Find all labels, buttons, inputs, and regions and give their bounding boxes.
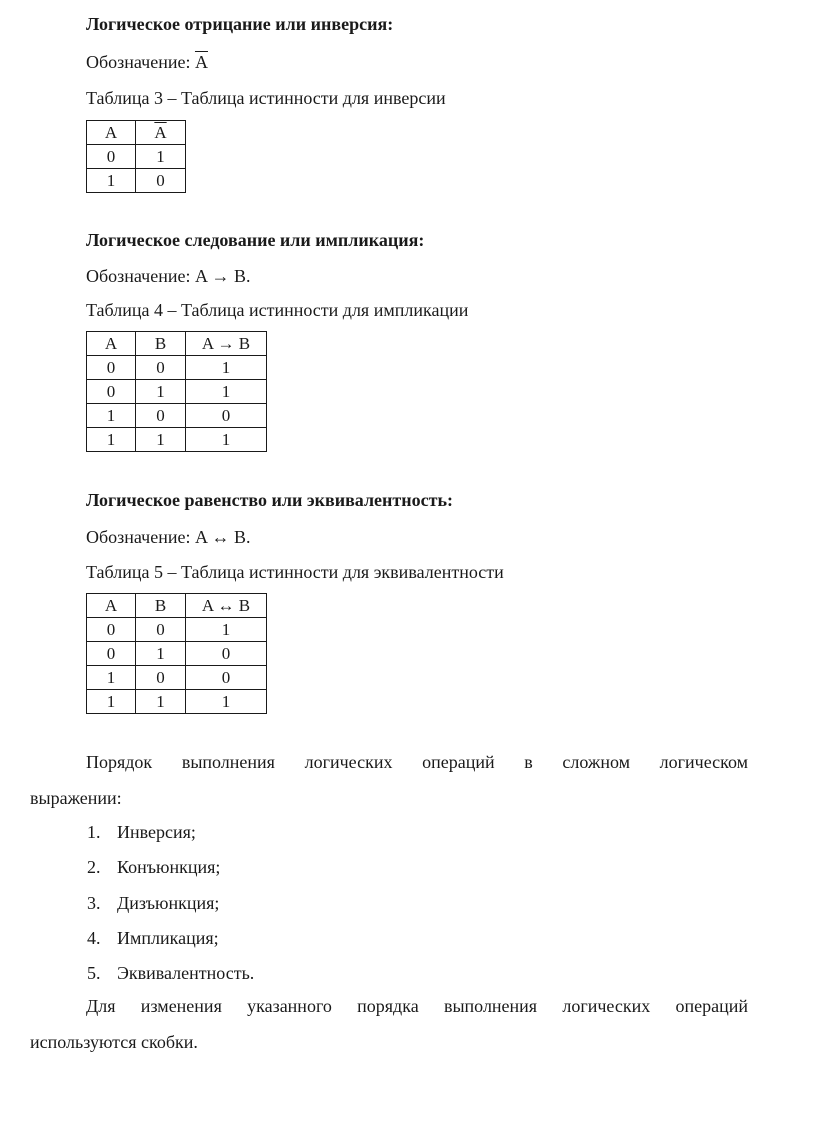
heading-equivalence: Логическое равенство или эквивалентность: <box>86 490 453 510</box>
list-item-number: 4. <box>87 928 101 948</box>
table-cell: 0 <box>136 618 186 642</box>
list-item-number: 3. <box>87 893 101 913</box>
header-cell: A <box>87 121 136 145</box>
table-cell: 0 <box>87 618 136 642</box>
table-cell: 1 <box>136 145 186 169</box>
table-cell: 1 <box>87 404 136 428</box>
table-row <box>87 169 186 193</box>
header-cell: B <box>136 594 186 618</box>
table-row <box>87 642 267 666</box>
notation-symbol: $\overline{A}$ <box>194 52 208 72</box>
table-cell: 1 <box>136 428 186 452</box>
table-cell: 0 <box>87 145 136 169</box>
list-item-number: 2. <box>87 857 101 877</box>
table-header-row <box>87 121 186 145</box>
table-row <box>87 356 267 380</box>
table-cell: 0 <box>136 666 186 690</box>
notation-label: Обозначение: <box>86 52 195 72</box>
list-item <box>87 857 220 878</box>
table-cell: 0 <box>87 380 136 404</box>
table-cell: 1 <box>87 169 136 193</box>
list-item-text: Импликация; <box>117 928 219 948</box>
caption-table-3: Таблица 3 – Таблица истинности для инверсии <box>86 88 446 108</box>
table-cell: 0 <box>186 666 267 690</box>
table-cell: 0 <box>136 356 186 380</box>
header-cell: A ↔ B <box>186 594 267 618</box>
table-cell: 1 <box>136 642 186 666</box>
table-cell: 1 <box>186 380 267 404</box>
notation-inversion <box>86 52 208 73</box>
table-cell: 0 <box>186 642 267 666</box>
table-row <box>87 666 267 690</box>
table-cell: 1 <box>136 380 186 404</box>
truth-table-inversion <box>86 120 186 193</box>
header-cell: B <box>136 332 186 356</box>
table-cell: 1 <box>87 690 136 714</box>
heading-inversion: Логическое отрицание или инверсия: <box>86 14 394 34</box>
list-item <box>87 893 219 914</box>
list-item-number: 5. <box>87 963 101 983</box>
list-item <box>87 822 196 843</box>
notation-equivalence <box>86 527 250 548</box>
table-row <box>87 618 267 642</box>
list-item-number: 1. <box>87 822 101 842</box>
table-cell: 1 <box>87 428 136 452</box>
notation-symbol: A → B. <box>194 266 251 286</box>
order-intro-line-1: Порядок выполнения логических операций в сложном логическом <box>86 752 748 772</box>
notation-symbol: A ↔ B. <box>194 527 251 547</box>
table-cell: 1 <box>186 618 267 642</box>
table-header-row <box>87 332 267 356</box>
table-row <box>87 145 186 169</box>
table-cell: 1 <box>186 356 267 380</box>
order-outro-line-1: Для изменения указанного порядка выполнения логических операций <box>86 996 748 1016</box>
table-cell: 0 <box>87 356 136 380</box>
table-cell: 1 <box>186 428 267 452</box>
list-item <box>87 928 219 949</box>
order-intro-line-2: выражении: <box>30 788 122 808</box>
header-cell: $\overline{A}$ <box>136 121 186 145</box>
list-item-text: Инверсия; <box>117 822 196 842</box>
header-cell: A → B <box>186 332 267 356</box>
notation-implication <box>86 266 250 287</box>
table-cell: 1 <box>87 666 136 690</box>
heading-implication: Логическое следование или импликация: <box>86 230 425 250</box>
table-cell: 1 <box>136 690 186 714</box>
table-cell: 0 <box>136 169 186 193</box>
caption-table-5: Таблица 5 – Таблица истинности для эквивалентности <box>86 562 504 582</box>
table-row <box>87 404 267 428</box>
table-header-row <box>87 594 267 618</box>
table-cell: 0 <box>136 404 186 428</box>
table-cell: 0 <box>87 642 136 666</box>
table-cell: 0 <box>186 404 267 428</box>
truth-table-equivalence <box>86 593 267 714</box>
order-outro-line-2: используются скобки. <box>30 1032 198 1052</box>
header-cell: A <box>87 332 136 356</box>
table-cell: 1 <box>186 690 267 714</box>
table-row <box>87 428 267 452</box>
notation-label: Обозначение: <box>86 527 195 547</box>
list-item-text: Дизъюнкция; <box>117 893 220 913</box>
list-item <box>87 963 254 984</box>
header-cell: A <box>87 594 136 618</box>
caption-table-4: Таблица 4 – Таблица истинности для импликации <box>86 300 469 320</box>
truth-table-implication <box>86 331 267 452</box>
table-row <box>87 380 267 404</box>
notation-label: Обозначение: <box>86 266 195 286</box>
list-item-text: Конъюнкция; <box>117 857 221 877</box>
list-item-text: Эквивалентность. <box>117 963 255 983</box>
table-row <box>87 690 267 714</box>
